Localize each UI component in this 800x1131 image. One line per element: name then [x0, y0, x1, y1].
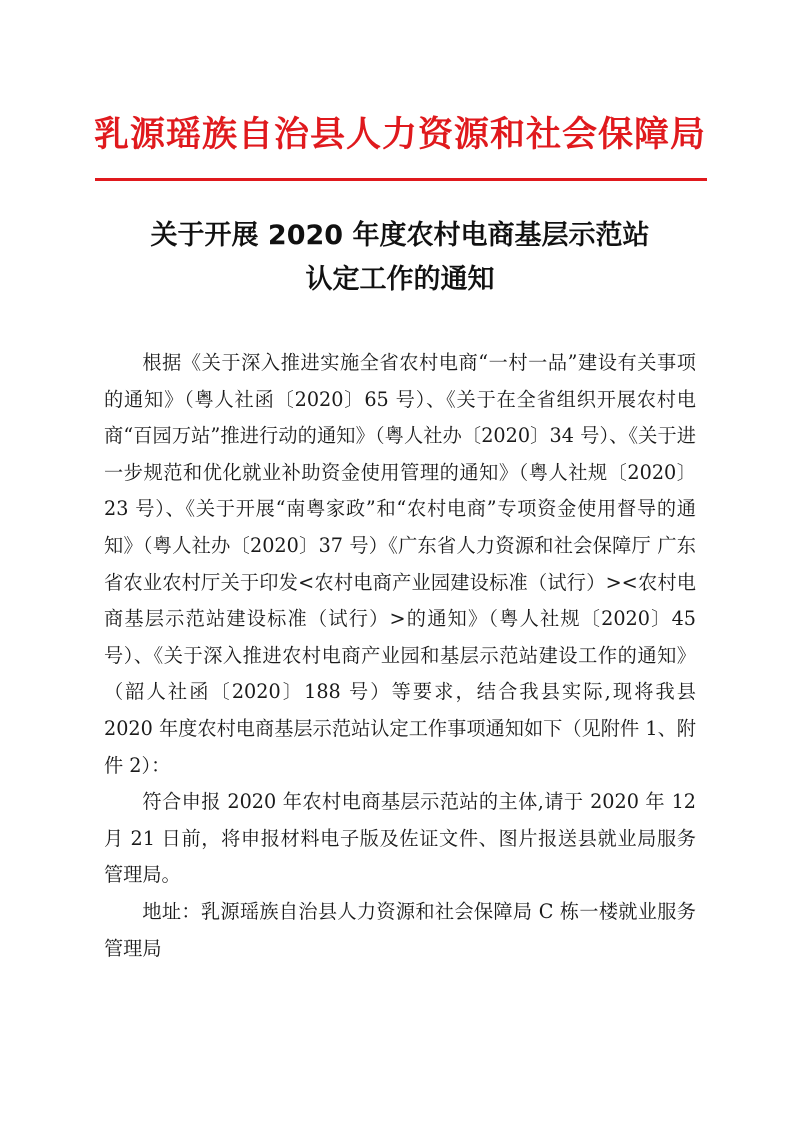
body-paragraph-3: 地址：乳源瑶族自治县人力资源和社会保障局 C 栋一楼就业服务管理局 — [104, 899, 696, 960]
document-title-line-1: 关于开展 2020 年度农村电商基层示范站 — [150, 220, 650, 251]
document-title-line-2: 认定工作的通知 — [305, 264, 495, 295]
document-title — [0, 214, 800, 302]
body-paragraph-1: 根据《关于深入推进实施全省农村电商“一村一品”建设有关事项的通知》（粤人社函〔2020〕65 号）、《关于在全省组织开展农村电商“百园万站”推进行动的通知》（粤人社办〔2020〕34 号）、《关于进一步规范和优化就业补助资金使用管理的通知》（粤人社规〔2020〕23 号）、《关于开展“南粤家政”和“农村电商”专项资金使用督导的通知》（粤人社办〔2020〕37 号）《广东省人力资源和社会保障厅 广东省农业农村厅关于印发<农村电商产业园建设标准（试行）><农村电商基层示范站建设标准（试行）>的通知》（粤人社规〔2020〕45 号）、《关于深入推进农村电商产业园和基层示范站建设工作的通知》（韶人社函〔2020〕188 号）等要求，结合我县实际,现将我县 2020 年度农村电商基层示范站认定工作事项通知如下（见附件 1、附件 2）： — [104, 351, 696, 777]
body-paragraph-2: 符合申报 2020 年农村电商基层示范站的主体,请于 2020 年 12 月 21 日前，将申报材料电子版及佐证文件、图片报送县就业局服务管理局。 — [104, 790, 696, 887]
issuer-header: 乳源瑶族自治县人力资源和社会保障局 — [93, 114, 706, 155]
header-red-rule — [95, 178, 707, 181]
document-body — [104, 345, 696, 967]
